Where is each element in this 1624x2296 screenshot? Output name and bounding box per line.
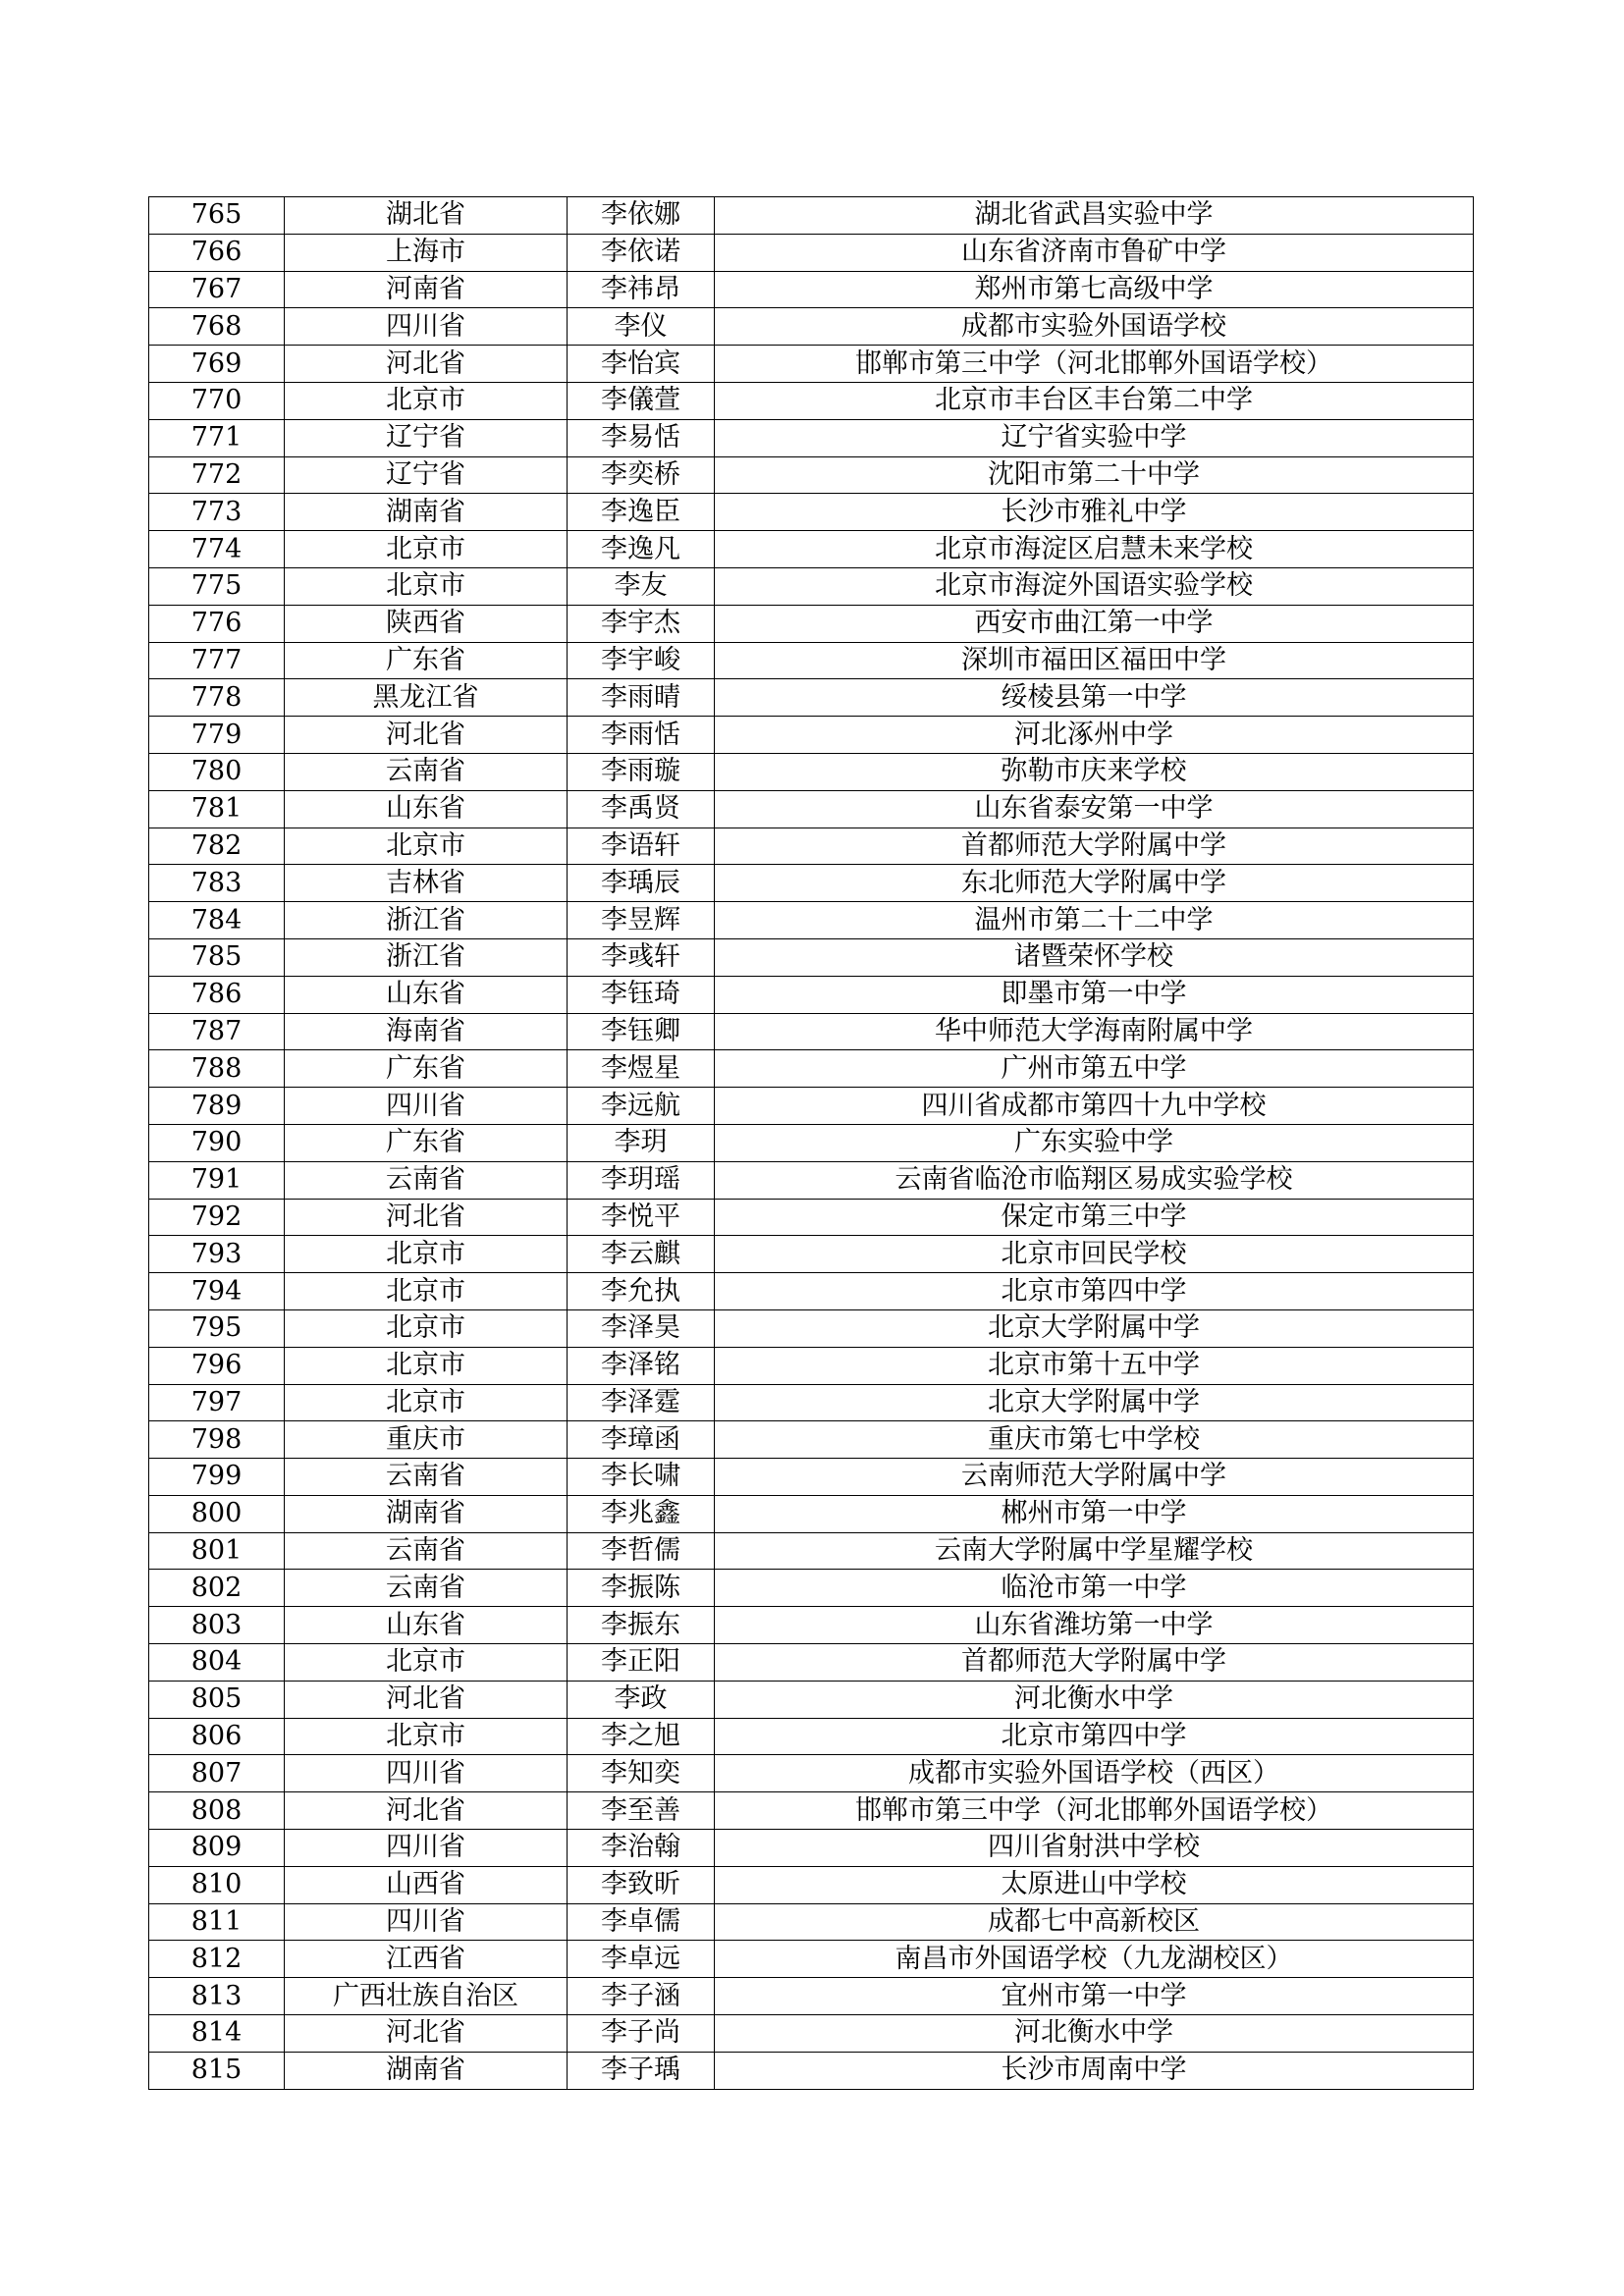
student-name-cell: 李钰卿 bbox=[568, 1013, 715, 1050]
school-cell: 长沙市周南中学 bbox=[715, 2052, 1474, 2089]
row-number-cell: 785 bbox=[149, 938, 285, 976]
student-name-cell: 李祎昂 bbox=[568, 271, 715, 308]
school-cell: 山东省济南市鲁矿中学 bbox=[715, 234, 1474, 271]
table-row bbox=[149, 1013, 1474, 1050]
table-row bbox=[149, 1347, 1474, 1384]
province-cell: 河南省 bbox=[285, 271, 568, 308]
table-row bbox=[149, 753, 1474, 790]
row-number-cell: 801 bbox=[149, 1532, 285, 1570]
table-row bbox=[149, 1532, 1474, 1570]
school-cell: 宜州市第一中学 bbox=[715, 1978, 1474, 2015]
province-cell: 北京市 bbox=[285, 1236, 568, 1273]
row-number-cell: 799 bbox=[149, 1459, 285, 1496]
table-row bbox=[149, 1421, 1474, 1459]
row-number-cell: 766 bbox=[149, 234, 285, 271]
table-row bbox=[149, 1941, 1474, 1978]
province-cell: 广东省 bbox=[285, 1050, 568, 1088]
row-number-cell: 777 bbox=[149, 642, 285, 679]
row-number-cell: 776 bbox=[149, 605, 285, 642]
row-number-cell: 815 bbox=[149, 2052, 285, 2089]
table-row bbox=[149, 1459, 1474, 1496]
school-cell: 广州市第五中学 bbox=[715, 1050, 1474, 1088]
province-cell: 四川省 bbox=[285, 1088, 568, 1125]
student-name-cell: 李哲儒 bbox=[568, 1532, 715, 1570]
table-row bbox=[149, 1607, 1474, 1644]
province-cell: 北京市 bbox=[285, 531, 568, 568]
table-row bbox=[149, 976, 1474, 1013]
row-number-cell: 802 bbox=[149, 1570, 285, 1607]
student-name-cell: 李悦平 bbox=[568, 1199, 715, 1236]
student-name-cell: 李卓远 bbox=[568, 1941, 715, 1978]
student-name-cell: 李振陈 bbox=[568, 1570, 715, 1607]
student-name-cell: 李宇峻 bbox=[568, 642, 715, 679]
student-name-cell: 李振东 bbox=[568, 1607, 715, 1644]
table-row bbox=[149, 271, 1474, 308]
row-number-cell: 768 bbox=[149, 308, 285, 346]
school-cell: 河北涿州中学 bbox=[715, 717, 1474, 754]
school-cell: 河北衡水中学 bbox=[715, 2015, 1474, 2053]
student-name-cell: 李泽昊 bbox=[568, 1309, 715, 1347]
school-cell: 北京市第四中学 bbox=[715, 1718, 1474, 1755]
row-number-cell: 779 bbox=[149, 717, 285, 754]
row-number-cell: 793 bbox=[149, 1236, 285, 1273]
row-number-cell: 787 bbox=[149, 1013, 285, 1050]
student-name-cell: 李兆鑫 bbox=[568, 1495, 715, 1532]
student-name-cell: 李远航 bbox=[568, 1088, 715, 1125]
row-number-cell: 769 bbox=[149, 346, 285, 383]
province-cell: 辽宁省 bbox=[285, 456, 568, 494]
province-cell: 海南省 bbox=[285, 1013, 568, 1050]
table-row bbox=[149, 1644, 1474, 1682]
table-row bbox=[149, 865, 1474, 902]
row-number-cell: 809 bbox=[149, 1830, 285, 1867]
school-cell: 太原进山中学校 bbox=[715, 1866, 1474, 1903]
student-name-cell: 李依诺 bbox=[568, 234, 715, 271]
row-number-cell: 805 bbox=[149, 1681, 285, 1718]
table-row bbox=[149, 2015, 1474, 2053]
school-cell: 华中师范大学海南附属中学 bbox=[715, 1013, 1474, 1050]
school-cell: 长沙市雅礼中学 bbox=[715, 494, 1474, 531]
school-cell: 深圳市福田区福田中学 bbox=[715, 642, 1474, 679]
student-name-cell: 李易恬 bbox=[568, 419, 715, 456]
province-cell: 上海市 bbox=[285, 234, 568, 271]
province-cell: 陕西省 bbox=[285, 605, 568, 642]
province-cell: 湖南省 bbox=[285, 494, 568, 531]
table-row bbox=[149, 642, 1474, 679]
province-cell: 北京市 bbox=[285, 567, 568, 605]
province-cell: 辽宁省 bbox=[285, 419, 568, 456]
school-cell: 临沧市第一中学 bbox=[715, 1570, 1474, 1607]
student-name-cell: 李至善 bbox=[568, 1792, 715, 1830]
row-number-cell: 774 bbox=[149, 531, 285, 568]
school-cell: 河北衡水中学 bbox=[715, 1681, 1474, 1718]
province-cell: 北京市 bbox=[285, 828, 568, 865]
table-row bbox=[149, 308, 1474, 346]
student-name-cell: 李逸凡 bbox=[568, 531, 715, 568]
province-cell: 山东省 bbox=[285, 790, 568, 828]
province-cell: 四川省 bbox=[285, 1830, 568, 1867]
table-row bbox=[149, 938, 1474, 976]
row-number-cell: 795 bbox=[149, 1309, 285, 1347]
row-number-cell: 775 bbox=[149, 567, 285, 605]
row-number-cell: 796 bbox=[149, 1347, 285, 1384]
row-number-cell: 788 bbox=[149, 1050, 285, 1088]
province-cell: 四川省 bbox=[285, 1755, 568, 1792]
roster-table-body bbox=[149, 197, 1474, 2090]
roster-table bbox=[148, 196, 1474, 2090]
province-cell: 黑龙江省 bbox=[285, 679, 568, 717]
table-row bbox=[149, 1755, 1474, 1792]
student-name-cell: 李子尚 bbox=[568, 2015, 715, 2053]
province-cell: 四川省 bbox=[285, 308, 568, 346]
province-cell: 山东省 bbox=[285, 1607, 568, 1644]
province-cell: 云南省 bbox=[285, 1459, 568, 1496]
row-number-cell: 797 bbox=[149, 1384, 285, 1421]
table-row bbox=[149, 1124, 1474, 1161]
student-name-cell: 李宇杰 bbox=[568, 605, 715, 642]
province-cell: 湖北省 bbox=[285, 197, 568, 235]
province-cell: 河北省 bbox=[285, 717, 568, 754]
table-row bbox=[149, 2052, 1474, 2089]
school-cell: 北京市第十五中学 bbox=[715, 1347, 1474, 1384]
province-cell: 云南省 bbox=[285, 1532, 568, 1570]
student-name-cell: 李瑀辰 bbox=[568, 865, 715, 902]
student-name-cell: 李玥瑶 bbox=[568, 1161, 715, 1199]
province-cell: 四川省 bbox=[285, 1903, 568, 1941]
school-cell: 云南大学附属中学星耀学校 bbox=[715, 1532, 1474, 1570]
school-cell: 东北师范大学附属中学 bbox=[715, 865, 1474, 902]
row-number-cell: 786 bbox=[149, 976, 285, 1013]
student-name-cell: 李逸臣 bbox=[568, 494, 715, 531]
row-number-cell: 771 bbox=[149, 419, 285, 456]
school-cell: 广东实验中学 bbox=[715, 1124, 1474, 1161]
province-cell: 湖南省 bbox=[285, 1495, 568, 1532]
school-cell: 云南师范大学附属中学 bbox=[715, 1459, 1474, 1496]
student-name-cell: 李禹贤 bbox=[568, 790, 715, 828]
province-cell: 北京市 bbox=[285, 1347, 568, 1384]
school-cell: 郴州市第一中学 bbox=[715, 1495, 1474, 1532]
table-row bbox=[149, 1570, 1474, 1607]
school-cell: 北京市海淀外国语实验学校 bbox=[715, 567, 1474, 605]
province-cell: 北京市 bbox=[285, 1273, 568, 1310]
student-name-cell: 李知奕 bbox=[568, 1755, 715, 1792]
table-row bbox=[149, 1978, 1474, 2015]
row-number-cell: 800 bbox=[149, 1495, 285, 1532]
student-name-cell: 李儀萱 bbox=[568, 382, 715, 419]
province-cell: 云南省 bbox=[285, 1161, 568, 1199]
province-cell: 广东省 bbox=[285, 642, 568, 679]
row-number-cell: 789 bbox=[149, 1088, 285, 1125]
row-number-cell: 780 bbox=[149, 753, 285, 790]
province-cell: 北京市 bbox=[285, 1644, 568, 1682]
school-cell: 湖北省武昌实验中学 bbox=[715, 197, 1474, 235]
table-row bbox=[149, 419, 1474, 456]
table-row bbox=[149, 234, 1474, 271]
school-cell: 郑州市第七高级中学 bbox=[715, 271, 1474, 308]
student-name-cell: 李彧轩 bbox=[568, 938, 715, 976]
student-name-cell: 李玥 bbox=[568, 1124, 715, 1161]
row-number-cell: 781 bbox=[149, 790, 285, 828]
row-number-cell: 812 bbox=[149, 1941, 285, 1978]
student-name-cell: 李仪 bbox=[568, 308, 715, 346]
school-cell: 弥勒市庆来学校 bbox=[715, 753, 1474, 790]
school-cell: 西安市曲江第一中学 bbox=[715, 605, 1474, 642]
table-row bbox=[149, 1088, 1474, 1125]
table-row bbox=[149, 1792, 1474, 1830]
row-number-cell: 773 bbox=[149, 494, 285, 531]
school-cell: 四川省射洪中学校 bbox=[715, 1830, 1474, 1867]
row-number-cell: 765 bbox=[149, 197, 285, 235]
student-name-cell: 李钰琦 bbox=[568, 976, 715, 1013]
province-cell: 山东省 bbox=[285, 976, 568, 1013]
row-number-cell: 807 bbox=[149, 1755, 285, 1792]
table-row bbox=[149, 567, 1474, 605]
province-cell: 河北省 bbox=[285, 1681, 568, 1718]
province-cell: 吉林省 bbox=[285, 865, 568, 902]
school-cell: 成都市实验外国语学校 bbox=[715, 308, 1474, 346]
table-row bbox=[149, 197, 1474, 235]
row-number-cell: 814 bbox=[149, 2015, 285, 2053]
school-cell: 成都市实验外国语学校（西区） bbox=[715, 1755, 1474, 1792]
row-number-cell: 791 bbox=[149, 1161, 285, 1199]
row-number-cell: 794 bbox=[149, 1273, 285, 1310]
table-row bbox=[149, 382, 1474, 419]
school-cell: 首都师范大学附属中学 bbox=[715, 828, 1474, 865]
table-row bbox=[149, 1384, 1474, 1421]
table-row bbox=[149, 456, 1474, 494]
row-number-cell: 778 bbox=[149, 679, 285, 717]
student-name-cell: 李允执 bbox=[568, 1273, 715, 1310]
school-cell: 南昌市外国语学校（九龙湖校区） bbox=[715, 1941, 1474, 1978]
school-cell: 辽宁省实验中学 bbox=[715, 419, 1474, 456]
table-row bbox=[149, 531, 1474, 568]
school-cell: 重庆市第七中学校 bbox=[715, 1421, 1474, 1459]
school-cell: 云南省临沧市临翔区易成实验学校 bbox=[715, 1161, 1474, 1199]
table-row bbox=[149, 828, 1474, 865]
student-name-cell: 李昱辉 bbox=[568, 902, 715, 939]
row-number-cell: 808 bbox=[149, 1792, 285, 1830]
row-number-cell: 798 bbox=[149, 1421, 285, 1459]
school-cell: 首都师范大学附属中学 bbox=[715, 1644, 1474, 1682]
student-name-cell: 李之旭 bbox=[568, 1718, 715, 1755]
school-cell: 北京市海淀区启慧未来学校 bbox=[715, 531, 1474, 568]
school-cell: 北京市第四中学 bbox=[715, 1273, 1474, 1310]
table-row bbox=[149, 1681, 1474, 1718]
table-row bbox=[149, 1199, 1474, 1236]
student-name-cell: 李正阳 bbox=[568, 1644, 715, 1682]
province-cell: 云南省 bbox=[285, 753, 568, 790]
student-name-cell: 李奕桥 bbox=[568, 456, 715, 494]
province-cell: 浙江省 bbox=[285, 902, 568, 939]
school-cell: 绥棱县第一中学 bbox=[715, 679, 1474, 717]
province-cell: 重庆市 bbox=[285, 1421, 568, 1459]
table-row bbox=[149, 1161, 1474, 1199]
student-name-cell: 李子瑀 bbox=[568, 2052, 715, 2089]
table-row bbox=[149, 346, 1474, 383]
school-cell: 邯郸市第三中学（河北邯郸外国语学校） bbox=[715, 346, 1474, 383]
table-row bbox=[149, 605, 1474, 642]
school-cell: 成都七中高新校区 bbox=[715, 1903, 1474, 1941]
table-row bbox=[149, 1273, 1474, 1310]
row-number-cell: 784 bbox=[149, 902, 285, 939]
table-row bbox=[149, 1866, 1474, 1903]
row-number-cell: 811 bbox=[149, 1903, 285, 1941]
school-cell: 北京大学附属中学 bbox=[715, 1309, 1474, 1347]
row-number-cell: 810 bbox=[149, 1866, 285, 1903]
table-row bbox=[149, 1309, 1474, 1347]
school-cell: 沈阳市第二十中学 bbox=[715, 456, 1474, 494]
row-number-cell: 803 bbox=[149, 1607, 285, 1644]
row-number-cell: 792 bbox=[149, 1199, 285, 1236]
student-name-cell: 李泽霆 bbox=[568, 1384, 715, 1421]
student-name-cell: 李致昕 bbox=[568, 1866, 715, 1903]
school-cell: 诸暨荣怀学校 bbox=[715, 938, 1474, 976]
student-name-cell: 李治翰 bbox=[568, 1830, 715, 1867]
student-name-cell: 李子涵 bbox=[568, 1978, 715, 2015]
student-name-cell: 李云麒 bbox=[568, 1236, 715, 1273]
school-cell: 北京市回民学校 bbox=[715, 1236, 1474, 1273]
table-row bbox=[149, 1903, 1474, 1941]
school-cell: 温州市第二十二中学 bbox=[715, 902, 1474, 939]
table-row bbox=[149, 494, 1474, 531]
row-number-cell: 767 bbox=[149, 271, 285, 308]
student-name-cell: 李长啸 bbox=[568, 1459, 715, 1496]
student-name-cell: 李泽铭 bbox=[568, 1347, 715, 1384]
province-cell: 北京市 bbox=[285, 382, 568, 419]
row-number-cell: 772 bbox=[149, 456, 285, 494]
table-row bbox=[149, 1718, 1474, 1755]
table-row bbox=[149, 902, 1474, 939]
student-name-cell: 李璋函 bbox=[568, 1421, 715, 1459]
student-name-cell: 李友 bbox=[568, 567, 715, 605]
row-number-cell: 783 bbox=[149, 865, 285, 902]
province-cell: 河北省 bbox=[285, 1199, 568, 1236]
row-number-cell: 806 bbox=[149, 1718, 285, 1755]
row-number-cell: 813 bbox=[149, 1978, 285, 2015]
student-name-cell: 李语轩 bbox=[568, 828, 715, 865]
table-row bbox=[149, 790, 1474, 828]
table-row bbox=[149, 1236, 1474, 1273]
table-row bbox=[149, 717, 1474, 754]
school-cell: 山东省泰安第一中学 bbox=[715, 790, 1474, 828]
province-cell: 北京市 bbox=[285, 1384, 568, 1421]
row-number-cell: 782 bbox=[149, 828, 285, 865]
school-cell: 邯郸市第三中学（河北邯郸外国语学校） bbox=[715, 1792, 1474, 1830]
province-cell: 河北省 bbox=[285, 2015, 568, 2053]
school-cell: 保定市第三中学 bbox=[715, 1199, 1474, 1236]
table-row bbox=[149, 1830, 1474, 1867]
table-row bbox=[149, 1050, 1474, 1088]
province-cell: 湖南省 bbox=[285, 2052, 568, 2089]
province-cell: 浙江省 bbox=[285, 938, 568, 976]
school-cell: 北京大学附属中学 bbox=[715, 1384, 1474, 1421]
row-number-cell: 790 bbox=[149, 1124, 285, 1161]
student-name-cell: 李雨恬 bbox=[568, 717, 715, 754]
student-name-cell: 李依娜 bbox=[568, 197, 715, 235]
province-cell: 江西省 bbox=[285, 1941, 568, 1978]
province-cell: 河北省 bbox=[285, 346, 568, 383]
student-name-cell: 李煜星 bbox=[568, 1050, 715, 1088]
school-cell: 四川省成都市第四十九中学校 bbox=[715, 1088, 1474, 1125]
student-name-cell: 李卓儒 bbox=[568, 1903, 715, 1941]
row-number-cell: 770 bbox=[149, 382, 285, 419]
school-cell: 山东省潍坊第一中学 bbox=[715, 1607, 1474, 1644]
student-name-cell: 李雨璇 bbox=[568, 753, 715, 790]
school-cell: 即墨市第一中学 bbox=[715, 976, 1474, 1013]
student-name-cell: 李雨晴 bbox=[568, 679, 715, 717]
province-cell: 广东省 bbox=[285, 1124, 568, 1161]
province-cell: 北京市 bbox=[285, 1718, 568, 1755]
province-cell: 山西省 bbox=[285, 1866, 568, 1903]
table-row bbox=[149, 1495, 1474, 1532]
province-cell: 云南省 bbox=[285, 1570, 568, 1607]
province-cell: 广西壮族自治区 bbox=[285, 1978, 568, 2015]
student-name-cell: 李政 bbox=[568, 1681, 715, 1718]
province-cell: 北京市 bbox=[285, 1309, 568, 1347]
row-number-cell: 804 bbox=[149, 1644, 285, 1682]
table-row bbox=[149, 679, 1474, 717]
province-cell: 河北省 bbox=[285, 1792, 568, 1830]
school-cell: 北京市丰台区丰台第二中学 bbox=[715, 382, 1474, 419]
student-name-cell: 李怡宾 bbox=[568, 346, 715, 383]
